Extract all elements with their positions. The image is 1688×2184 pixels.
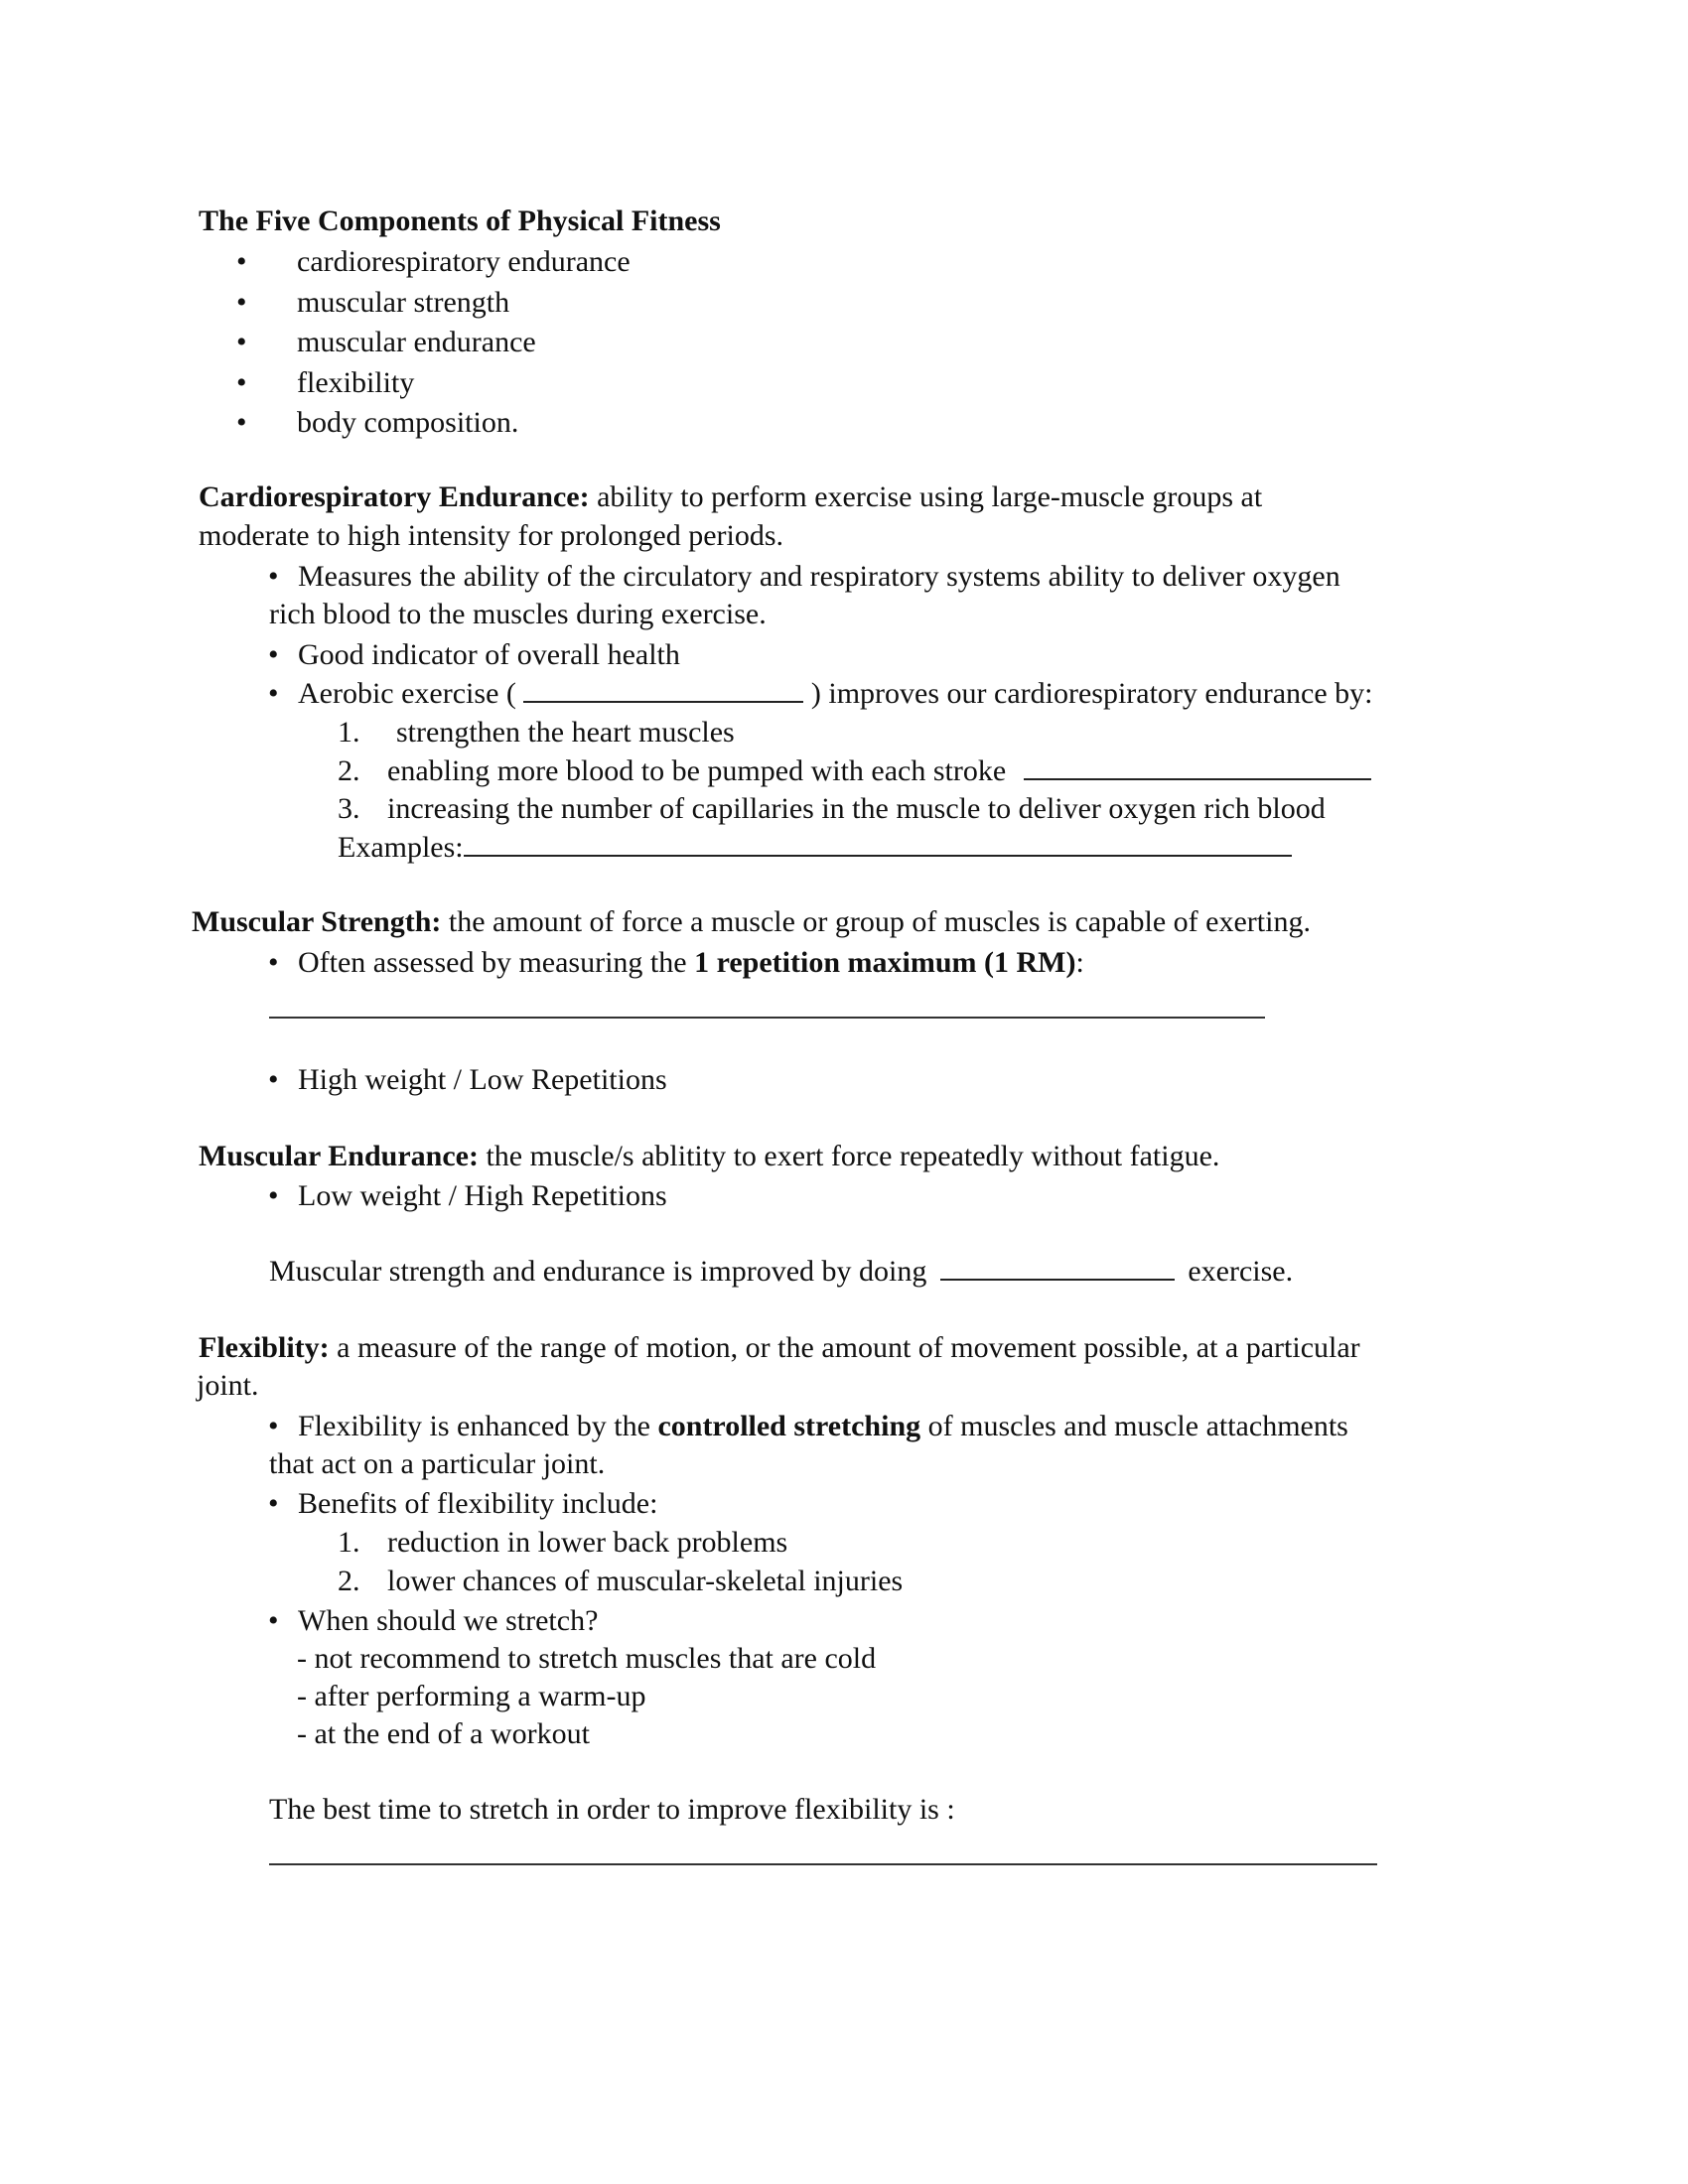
component-item: flexibility [297, 366, 415, 399]
bullet-icon: • [268, 1604, 279, 1637]
bullet-icon: • [236, 366, 247, 399]
cardio-bullet-3: Aerobic exercise ( ) improves our cardiorespiratory endurance by: [298, 677, 1373, 710]
cardio-bullet-1: Measures the ability of the circulatory and respiratory systems ability to deliver oxygen [298, 560, 1340, 593]
examples-blank[interactable] [464, 829, 1292, 857]
flex-bullet-2: Benefits of flexibility include: [298, 1487, 658, 1520]
flex-bullet-1: Flexibility is enhanced by the controlled stretching of muscles and muscle attachments [298, 1410, 1348, 1442]
flex-definition-cont: joint. [197, 1369, 259, 1402]
flex-bullet-1-cont: that act on a particular joint. [269, 1447, 606, 1480]
component-item: body composition. [297, 406, 519, 439]
bullet-icon: • [236, 286, 247, 319]
flex-when-1: - not recommend to stretch muscles that are cold [297, 1642, 877, 1675]
cardio-step-1: strengthen the heart muscles [396, 716, 735, 749]
components-title: The Five Components of Physical Fitness [199, 205, 721, 237]
flex-definition: Flexiblity: a measure of the range of motion, or the amount of movement possible, at a particular [199, 1331, 1360, 1364]
bullet-icon: • [268, 1410, 279, 1442]
strength-bullet-1: Often assessed by measuring the 1 repetition maximum (1 RM): [298, 946, 1084, 979]
flex-benefit-1: reduction in lower back problems [387, 1526, 788, 1559]
bullet-icon: • [236, 326, 247, 358]
flex-num-1: 1. [338, 1526, 360, 1559]
bullet-icon: • [268, 1179, 279, 1212]
bullet-icon: • [268, 946, 279, 979]
flex-bullet-3: When should we stretch? [298, 1604, 599, 1637]
strength-bullet-2: High weight / Low Repetitions [298, 1063, 667, 1096]
flex-when-3: - at the end of a workout [297, 1717, 590, 1750]
cardio-num-3: 3. [338, 792, 360, 825]
bullet-icon: • [268, 1063, 279, 1096]
cardio-step-2: enabling more blood to be pumped with each stroke [387, 751, 1371, 790]
cardio-num-1: 1. [338, 716, 360, 749]
cardio-num-2: 2. [338, 754, 360, 787]
best-time-answer-line[interactable] [269, 1863, 1377, 1865]
bullet-icon: • [268, 560, 279, 593]
bullet-icon: • [236, 245, 247, 278]
rm-answer-line[interactable] [269, 1017, 1265, 1019]
cardio-definition: Cardiorespiratory Endurance: ability to perform exercise using large-muscle groups at [199, 480, 1263, 513]
aerobic-blank[interactable] [523, 675, 803, 703]
cardio-definition-cont: moderate to high intensity for prolonged periods. [199, 519, 784, 552]
flex-when-2: - after performing a warm-up [297, 1680, 646, 1712]
cardio-step-3: increasing the number of capillaries in the muscle to deliver oxygen rich blood [387, 792, 1326, 825]
endurance-definition: Muscular Endurance: the muscle/s ablitity to exert force repeatedly without fatigue. [199, 1140, 1220, 1172]
bullet-icon: • [268, 677, 279, 710]
endurance-bullet-1: Low weight / High Repetitions [298, 1179, 667, 1212]
cardio-examples: Examples: [338, 828, 1292, 867]
exercise-type-blank[interactable] [940, 1253, 1175, 1281]
bullet-icon: • [268, 1487, 279, 1520]
strength-definition: Muscular Strength: the amount of force a muscle or group of muscles is capable of exerting. [192, 905, 1311, 938]
stroke-blank[interactable] [1024, 752, 1371, 780]
flex-num-2: 2. [338, 1565, 360, 1597]
bullet-icon: • [268, 638, 279, 671]
component-item: muscular strength [297, 286, 510, 319]
flex-benefit-2: lower chances of muscular-skeletal injuries [387, 1565, 904, 1597]
component-item: muscular endurance [297, 326, 536, 358]
cardio-bullet-2: Good indicator of overall health [298, 638, 680, 671]
bullet-icon: • [236, 406, 247, 439]
endurance-summary: Muscular strength and endurance is improved by doing exercise. [269, 1255, 1294, 1288]
component-item: cardiorespiratory endurance [297, 245, 631, 278]
cardio-bullet-1-cont: rich blood to the muscles during exercise. [269, 598, 767, 630]
flex-best-time: The best time to stretch in order to improve flexibility is : [269, 1793, 955, 1826]
